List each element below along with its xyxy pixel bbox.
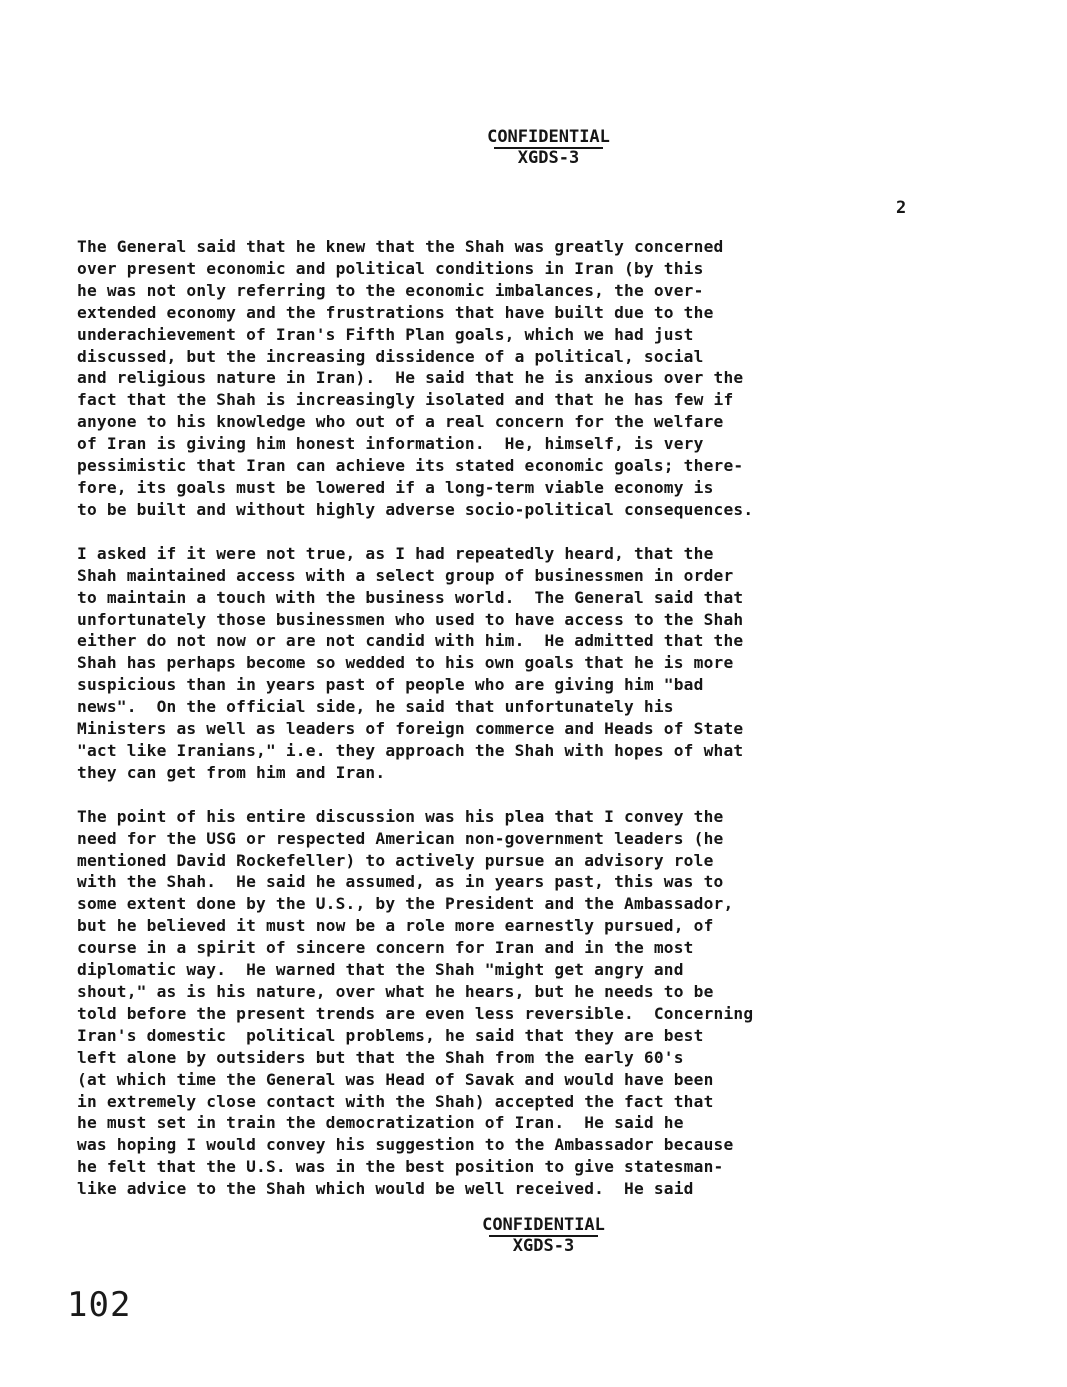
text-line: Ministers as well as leaders of foreign commerce and Heads of State xyxy=(77,719,744,739)
bottom-classification-marking xyxy=(0,1216,1067,1256)
text-line: (at which time the General was Head of Savak and would have been xyxy=(77,1069,714,1089)
text-line: extended economy and the frustrations that have built due to the xyxy=(77,302,714,322)
text-line: of Iran is giving him honest information. He, himself, is very xyxy=(77,434,704,454)
text-line: and religious nature in Iran). He said that he is anxious over the xyxy=(77,368,744,388)
text-line: need for the USG or respected American non-government leaders (he xyxy=(77,828,724,848)
text-line: told before the present trends are even less reversible. Concerning xyxy=(77,1003,754,1023)
text-line: fore, its goals must be lowered if a long-term viable economy is xyxy=(77,477,714,497)
text-line: with the Shah. He said he assumed, as in years past, this was to xyxy=(77,872,724,892)
paragraph-1 xyxy=(77,236,977,521)
text-line: course in a spirit of sincere concern for Iran and in the most xyxy=(77,938,694,958)
text-line: shout," as is his nature, over what he hears, but he needs to be xyxy=(77,982,714,1001)
text-line: like advice to the Shah which would be well received. He said xyxy=(77,1179,694,1199)
text-line: Shah maintained access with a select group of businessmen in order xyxy=(77,565,734,585)
text-line: diplomatic way. He warned that the Shah "might get angry and xyxy=(77,960,684,980)
text-line: he felt that the U.S. was in the best position to give statesman- xyxy=(77,1157,724,1177)
paragraph-2 xyxy=(77,543,977,784)
text-line: discussed, but the increasing dissidence of a political, social xyxy=(77,346,704,366)
document-body xyxy=(77,236,977,1222)
top-classification-label: CONFIDENTIAL xyxy=(487,127,610,147)
text-line: Iran's domestic political problems, he said that they are best xyxy=(77,1025,704,1045)
text-line: pessimistic that Iran can achieve its stated economic goals; there- xyxy=(77,456,744,476)
text-line: over present economic and political conditions in Iran (by this xyxy=(77,258,704,278)
bottom-declass-label: XGDS-3 xyxy=(489,1235,598,1256)
text-line: suspicious than in years past of people who are giving him "bad xyxy=(77,675,704,695)
text-line: they can get from him and Iran. xyxy=(77,762,386,782)
text-line: The General said that he knew that the Shah was greatly concerned xyxy=(77,237,724,256)
text-line: anyone to his knowledge who out of a real concern for the welfare xyxy=(77,412,724,432)
page-number: 2 xyxy=(896,198,907,218)
text-line: in extremely close contact with the Shah) accepted the fact that xyxy=(77,1091,714,1111)
text-line: unfortunately those businessmen who used to have access to the Shah xyxy=(77,609,744,629)
text-line: "act like Iranians," i.e. they approach the Shah with hopes of what xyxy=(77,740,744,760)
text-line: he was not only referring to the economic imbalances, the over- xyxy=(77,280,704,300)
paragraph-3 xyxy=(77,806,977,1200)
top-classification-marking xyxy=(0,128,1067,168)
text-line: news". On the official side, he said that unfortunately his xyxy=(77,697,674,717)
text-line: either do not now or are not candid with him. He admitted that the xyxy=(77,631,744,651)
folio-number: 102 xyxy=(67,1285,132,1325)
text-line: fact that the Shah is increasingly isolated and that he has few if xyxy=(77,390,734,410)
text-line: mentioned David Rockefeller) to actively pursue an advisory role xyxy=(77,850,714,870)
text-line: The point of his entire discussion was his plea that I convey the xyxy=(77,806,724,826)
text-line: to be built and without highly adverse socio-political consequences. xyxy=(77,499,754,519)
text-line: left alone by outsiders but that the Shah from the early 60's xyxy=(77,1047,684,1067)
top-declass-label: XGDS-3 xyxy=(494,147,603,168)
text-line: some extent done by the U.S., by the President and the Ambassador, xyxy=(77,894,734,914)
text-line: was hoping I would convey his suggestion to the Ambassador because xyxy=(77,1135,734,1155)
bottom-classification-label: CONFIDENTIAL xyxy=(482,1215,605,1235)
text-line: underachievement of Iran's Fifth Plan goals, which we had just xyxy=(77,324,694,344)
text-line: to maintain a touch with the business world. The General said that xyxy=(77,587,744,607)
text-line: but he believed it must now be a role more earnestly pursued, of xyxy=(77,916,714,936)
text-line: Shah has perhaps become so wedded to his own goals that he is more xyxy=(77,653,734,673)
text-line: I asked if it were not true, as I had repeatedly heard, that the xyxy=(77,543,714,563)
text-line: he must set in train the democratization of Iran. He said he xyxy=(77,1113,684,1133)
